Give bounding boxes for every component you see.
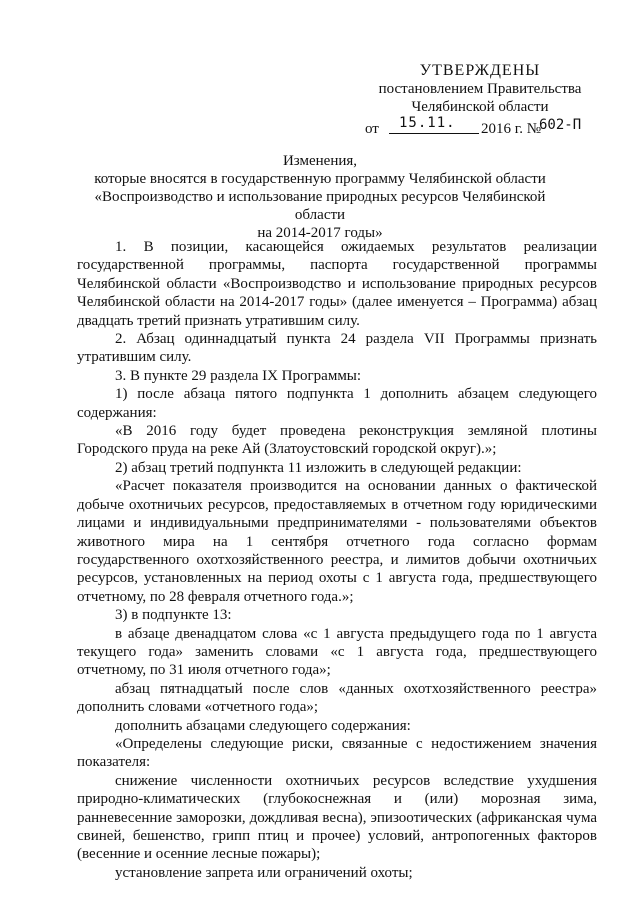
from-label: от: [365, 121, 379, 137]
heading-line-2: которые вносятся в государственную программу Челябинской области: [94, 171, 546, 187]
year-and-number-label: 2016 г. №: [481, 121, 542, 137]
paragraph: 1. В позиции, касающейся ожидаемых результатов реализации государственной программы, паспорта государственной программы Челябинской области «Воспроизводство и использование природных ресурсов Челябинской области на 2014-2017 годы» (далее именуется – Программа) абзац двадцать третий признать утратившим силу.: [77, 239, 597, 329]
heading-line-3: «Воспроизводство и использование природных ресурсов Челябинской области: [94, 189, 546, 223]
paragraph: 2) абзац третий подпункта 11 изложить в следующей редакции:: [115, 459, 522, 476]
paragraph: «Расчет показателя производится на основании данных о фактической добыче охотничьих ресурсов, предоставляемых в отчетном году юридическими лицами и индивидуальными предпринимателями - пользователями объектов животного мира на 1 сентября отчетного года согласно формам государственного охотхозяйственного реестра, и лимитов добычи охотничьих ресурсов, установленных на период охоты с 1 августа года, предшествующего отчетному, по 28 февраля отчетного года.»;: [77, 478, 597, 605]
document-body: [77, 238, 597, 882]
paragraph: «Определены следующие риски, связанные с недостижением значения показателя:: [77, 735, 597, 771]
approval-line-1: постановлением Правительства: [378, 81, 582, 97]
heading-line-4: на 2014-2017 годы»: [257, 225, 383, 241]
handwritten-number: 602-П: [539, 117, 582, 133]
heading-line-1: Изменения,: [282, 153, 358, 169]
paragraph: 3) в подпункте 13:: [115, 607, 232, 624]
approval-line-2: Челябинской области: [411, 99, 549, 115]
paragraph: 1) после абзаца пятого подпункта 1 дополнить абзацем следующего содержания:: [77, 386, 597, 421]
approval-title: УТВЕРЖДЕНЫ: [419, 62, 541, 79]
paragraph: установление запрета или ограничений охоты;: [115, 864, 413, 881]
document-heading: [70, 152, 570, 242]
approval-block: [365, 62, 595, 138]
paragraph: «В 2016 году будет проведена реконструкция земляной плотины Городского пруда на реке Ай (Златоустовский городской округ).»;: [77, 423, 597, 458]
paragraph: абзац пятнадцатый после слов «данных охотхозяйственного реестра» дополнить словами «отчетного года»;: [77, 680, 597, 716]
paragraph: 2. Абзац одиннадцатый пункта 24 раздела VII Программы признать утратившим силу.: [77, 331, 597, 366]
paragraph: в абзаце двенадцатом слова «с 1 августа предыдущего года по 1 августа текущего года» заменить словами «с 1 августа года, предшествующего отчетному, по 31 июля отчетного года»;: [77, 625, 597, 679]
approval-date-row: [365, 115, 595, 138]
paragraph: 3. В пункте 29 раздела IX Программы:: [115, 367, 362, 384]
handwritten-date: 15.11.: [399, 115, 456, 131]
date-underline: [389, 133, 479, 134]
paragraph: дополнить абзацами следующего содержания:: [115, 717, 411, 734]
paragraph: снижение численности охотничьих ресурсов вследствие ухудшения природно-климатических (глубокоснежная и (или) морозная зима, ранневесенние заморозки, дождливая весна), эпизоотических (африканская чума свиней, бешенство, грипп птиц и прочее) условий, антропогенных факторов (весенние и осенние лесные пожары);: [77, 772, 597, 863]
